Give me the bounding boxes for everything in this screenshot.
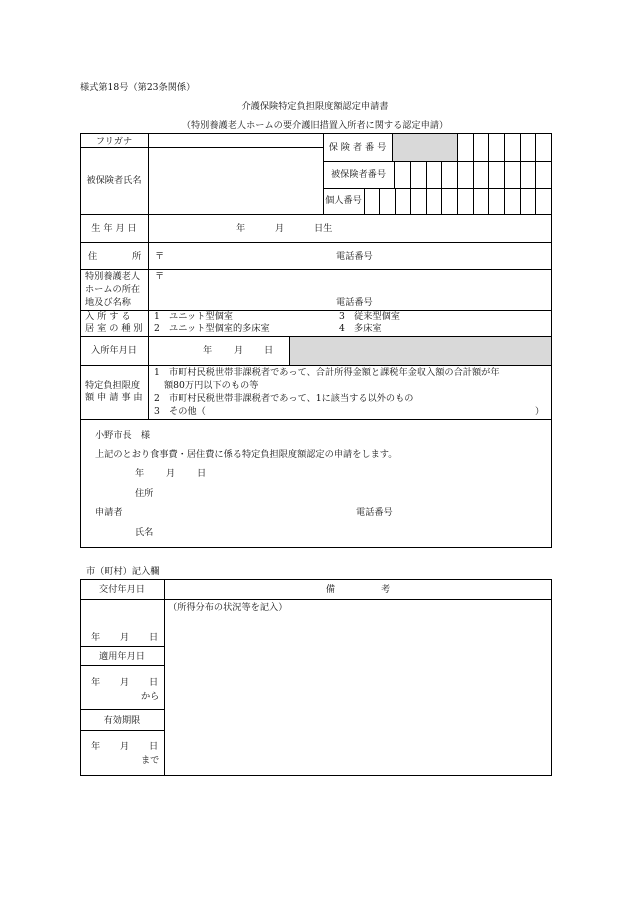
birth-day: 日生 [314,223,333,234]
insurer-number-shaded [392,134,457,161]
applicant-label: 申請者 [95,507,123,518]
reason-other-field[interactable] [205,405,533,417]
insured-name-label: 被保険者氏名 [86,175,142,186]
room-label-1: 入 所 す る [85,311,131,322]
room-option-1[interactable]: 1 ユニット型個室 [154,311,233,322]
reason-item-1-cont: 額80万円以下のもの等 [164,380,259,391]
valid-year: 年 [91,741,101,752]
applicant-address-label: 住所 [135,488,154,499]
declaration-statement: 上記のとおり食事費・居住費に係る特定負担限度額認定の申請をします。 [95,449,398,460]
facility-phone-label: 電話番号 [336,297,373,308]
issue-day: 日 [149,632,159,643]
insurer-number-label: 保 険 者 番 号 [328,142,387,153]
issue-month: 月 [120,632,130,643]
facility-label-1: 特別養護老人 [85,271,141,282]
admission-date-label: 入所年月日 [91,345,137,356]
reason-label-2: 額 申 請 事 由 [85,392,143,403]
declaration-year: 年 [135,468,145,479]
applicant-name-label: 氏名 [135,527,154,538]
valid-until-label: 有効期限 [103,715,141,726]
apply-day: 日 [149,677,159,688]
reason-item-2[interactable]: 2 市町村民税世帯非課税者であって、1に該当する以外のもの [154,393,414,404]
furigana-field[interactable] [149,134,322,147]
room-option-3[interactable]: 3 従来型個室 [339,311,400,322]
birth-month: 月 [275,223,285,234]
office-use-heading: 市（町村）記入欄 [86,566,160,577]
address-label-2: 所 [132,251,142,262]
apply-month: 月 [120,677,130,688]
applicant-name-field[interactable] [165,525,545,539]
applicant-phone-label: 電話番号 [356,507,393,518]
room-option-4[interactable]: 4 多床室 [339,323,382,334]
reason-item-3[interactable]: 3 その他（ [154,406,206,417]
remarks-note: （所得分布の状況等を記入） [168,602,288,613]
applicant-phone-field[interactable] [400,505,545,519]
apply-date-label: 適用年月日 [99,651,145,662]
issue-date-label: 交付年月日 [99,584,145,595]
facility-field[interactable] [165,270,551,294]
declaration-day: 日 [197,468,207,479]
address-postal-mark: 〒 [155,251,165,262]
remarks-field[interactable] [165,616,551,774]
personal-number-field[interactable] [365,189,551,213]
admission-month: 月 [234,345,244,356]
reason-label-1: 特定負担限度 [85,380,141,391]
addressee: 小野市長 様 [95,430,151,441]
address-label-1: 住 [88,251,98,262]
apply-from: から [141,691,160,702]
furigana-label: フリガナ [95,136,133,147]
address-phone-label: 電話番号 [336,251,373,262]
facility-label-3: 地及び名称 [85,297,131,308]
personal-number-label: 個人番号 [325,195,362,206]
applicant-address-field[interactable] [165,486,545,500]
address-field[interactable] [165,243,325,269]
admission-day: 日 [264,345,274,356]
admission-year: 年 [203,345,213,356]
admission-shaded-area [289,336,551,365]
room-option-2[interactable]: 2 ユニット型個室的多床室 [154,323,270,334]
apply-year: 年 [91,677,101,688]
facility-label-2: ホームの所在 [85,284,141,295]
form-subtitle: （特別養護老人ホームの要介護旧措置入所者に関する認定申請） [181,120,449,131]
birth-date-field[interactable] [149,215,551,242]
insurer-number-field[interactable] [458,135,551,160]
room-label-2: 居 室 の 種 別 [85,323,143,334]
form-title: 介護保険特定負担限度額認定申請書 [241,101,389,112]
admission-date-field[interactable] [149,337,288,365]
birth-year: 年 [236,223,246,234]
insured-number-label: 被保険者番号 [330,169,387,180]
valid-day: 日 [149,741,159,752]
reason-item-3-close: ） [535,406,545,417]
reason-item-1[interactable]: 1 市町村民税世帯非課税者であって、合計所得金額と課税年金収入額の合計額が年 [154,367,500,378]
birth-date-label: 生 年 月 日 [91,223,137,234]
valid-until-suffix: まで [141,755,160,766]
remarks-label: 備 考 [325,584,391,595]
insured-name-field[interactable] [149,148,322,214]
form-number: 様式第18号（第23条関係） [80,82,196,93]
address-phone-field[interactable] [380,243,551,269]
facility-postal-mark: 〒 [155,271,165,282]
declaration-month: 月 [166,468,176,479]
insured-number-field[interactable] [395,162,551,187]
valid-month: 月 [120,741,130,752]
issue-year: 年 [91,632,101,643]
